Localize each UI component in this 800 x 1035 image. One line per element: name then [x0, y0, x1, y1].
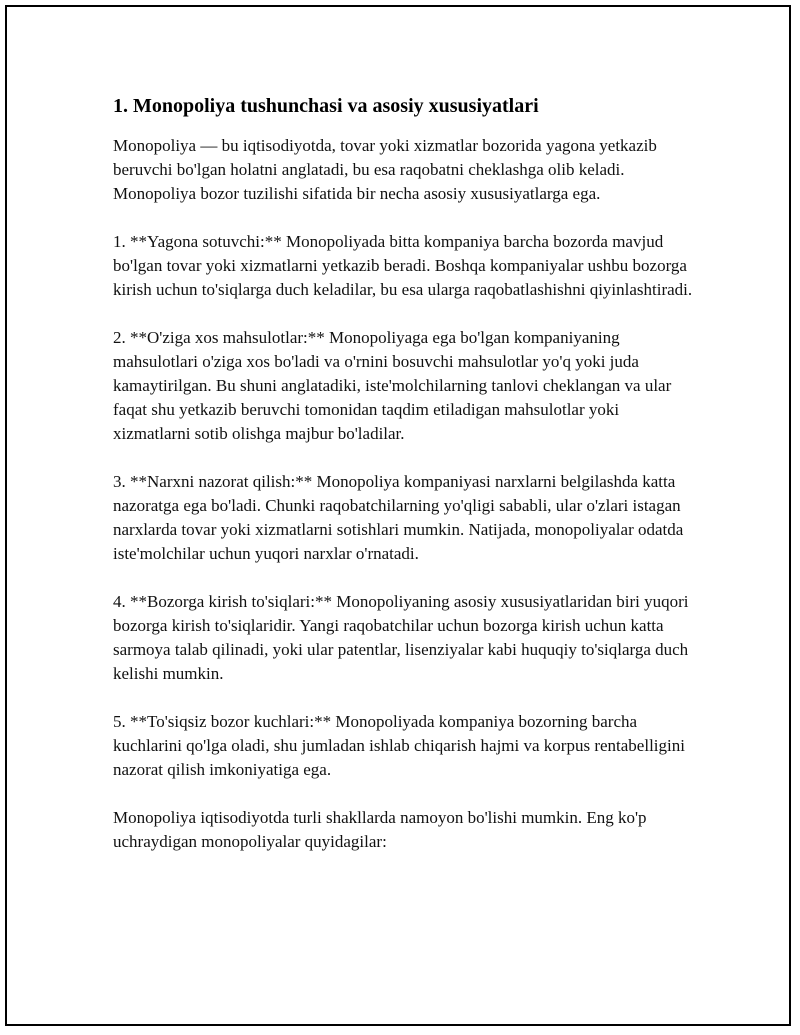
intro-paragraph: Monopoliya — bu iqtisodiyotda, tovar yoki xizmatlar bozorida yagona yetkazib beruvchi bo'lgan holatni anglatadi, bu esa raqobatni cheklashga olib keladi. Monopoliya bozor tuzilishi sifatida bir necha asosiy xususiyatlarga ega.	[113, 136, 657, 203]
paragraph-narxni-nazorat: 3. **Narxni nazorat qilish:** Monopoliya kompaniyasi narxlarni belgilashda katta nazoratga ega bo'ladi. Chunki raqobatchilarning yo'qligi sababli, ular o'zlari istagan narxlarda tovar yoki xizmatlarni sotishlari mumkin. Natijada, monopoliyalar odatda iste'molchilar uchun yuqori narxlar o'rnatadi.	[113, 472, 684, 563]
document-body	[113, 94, 693, 878]
paragraph-bozorga-kirish: 4. **Bozorga kirish to'siqlari:** Monopoliyaning asosiy xususiyatlaridan biri yuqori bozorga kirish to'siqlaridir. Yangi raqobatchilar uchun bozorga kirish uchun katta sarmoya talab qilinadi, yoki ular patentlar, lisenziyalar kabi huquqiy to'siqlarga duch kelishi mumkin.	[113, 592, 689, 683]
section-heading: 1. Monopoliya tushunchasi va asosiy xususiyatlari	[113, 95, 539, 117]
paragraph-oziga-xos-mahsulotlar: 2. **O'ziga xos mahsulotlar:** Monopoliyaga ega bo'lgan kompaniyaning mahsulotlari o'ziga xos bo'ladi va o'rnini bosuvchi mahsulotlar yo'q yoki juda kamaytirilgan. Bu shuni anglatadiki, iste'molchilarning tanlovi cheklangan va ular faqat shu yetkazib beruvchi tomonidan taqdim etiladigan mahsulotlar yoki xizmatlarni sotib olishga majbur bo'ladilar.	[113, 328, 672, 443]
paragraph-tosiqsiz-bozor: 5. **To'siqsiz bozor kuchlari:** Monopoliyada kompaniya bozorning barcha kuchlarini qo'lga oladi, shu jumladan ishlab chiqarish hajmi va korpus rentabelligini nazorat qilish imkoniyatiga ega.	[113, 712, 685, 779]
paragraph-yagona-sotuvchi: 1. **Yagona sotuvchi:** Monopoliyada bitta kompaniya barcha bozorda mavjud bo'lgan tovar yoki xizmatlarni yetkazib beradi. Boshqa kompaniyalar ushbu bozorga kirish uchun to'siqlarga duch keladilar, bu esa ularga raqobatlashishni qiyinlashtiradi.	[113, 232, 693, 299]
closing-paragraph: Monopoliya iqtisodiyotda turli shakllarda namoyon bo'lishi mumkin. Eng ko'p uchraydigan monopoliyalar quyidagilar:	[113, 808, 647, 851]
